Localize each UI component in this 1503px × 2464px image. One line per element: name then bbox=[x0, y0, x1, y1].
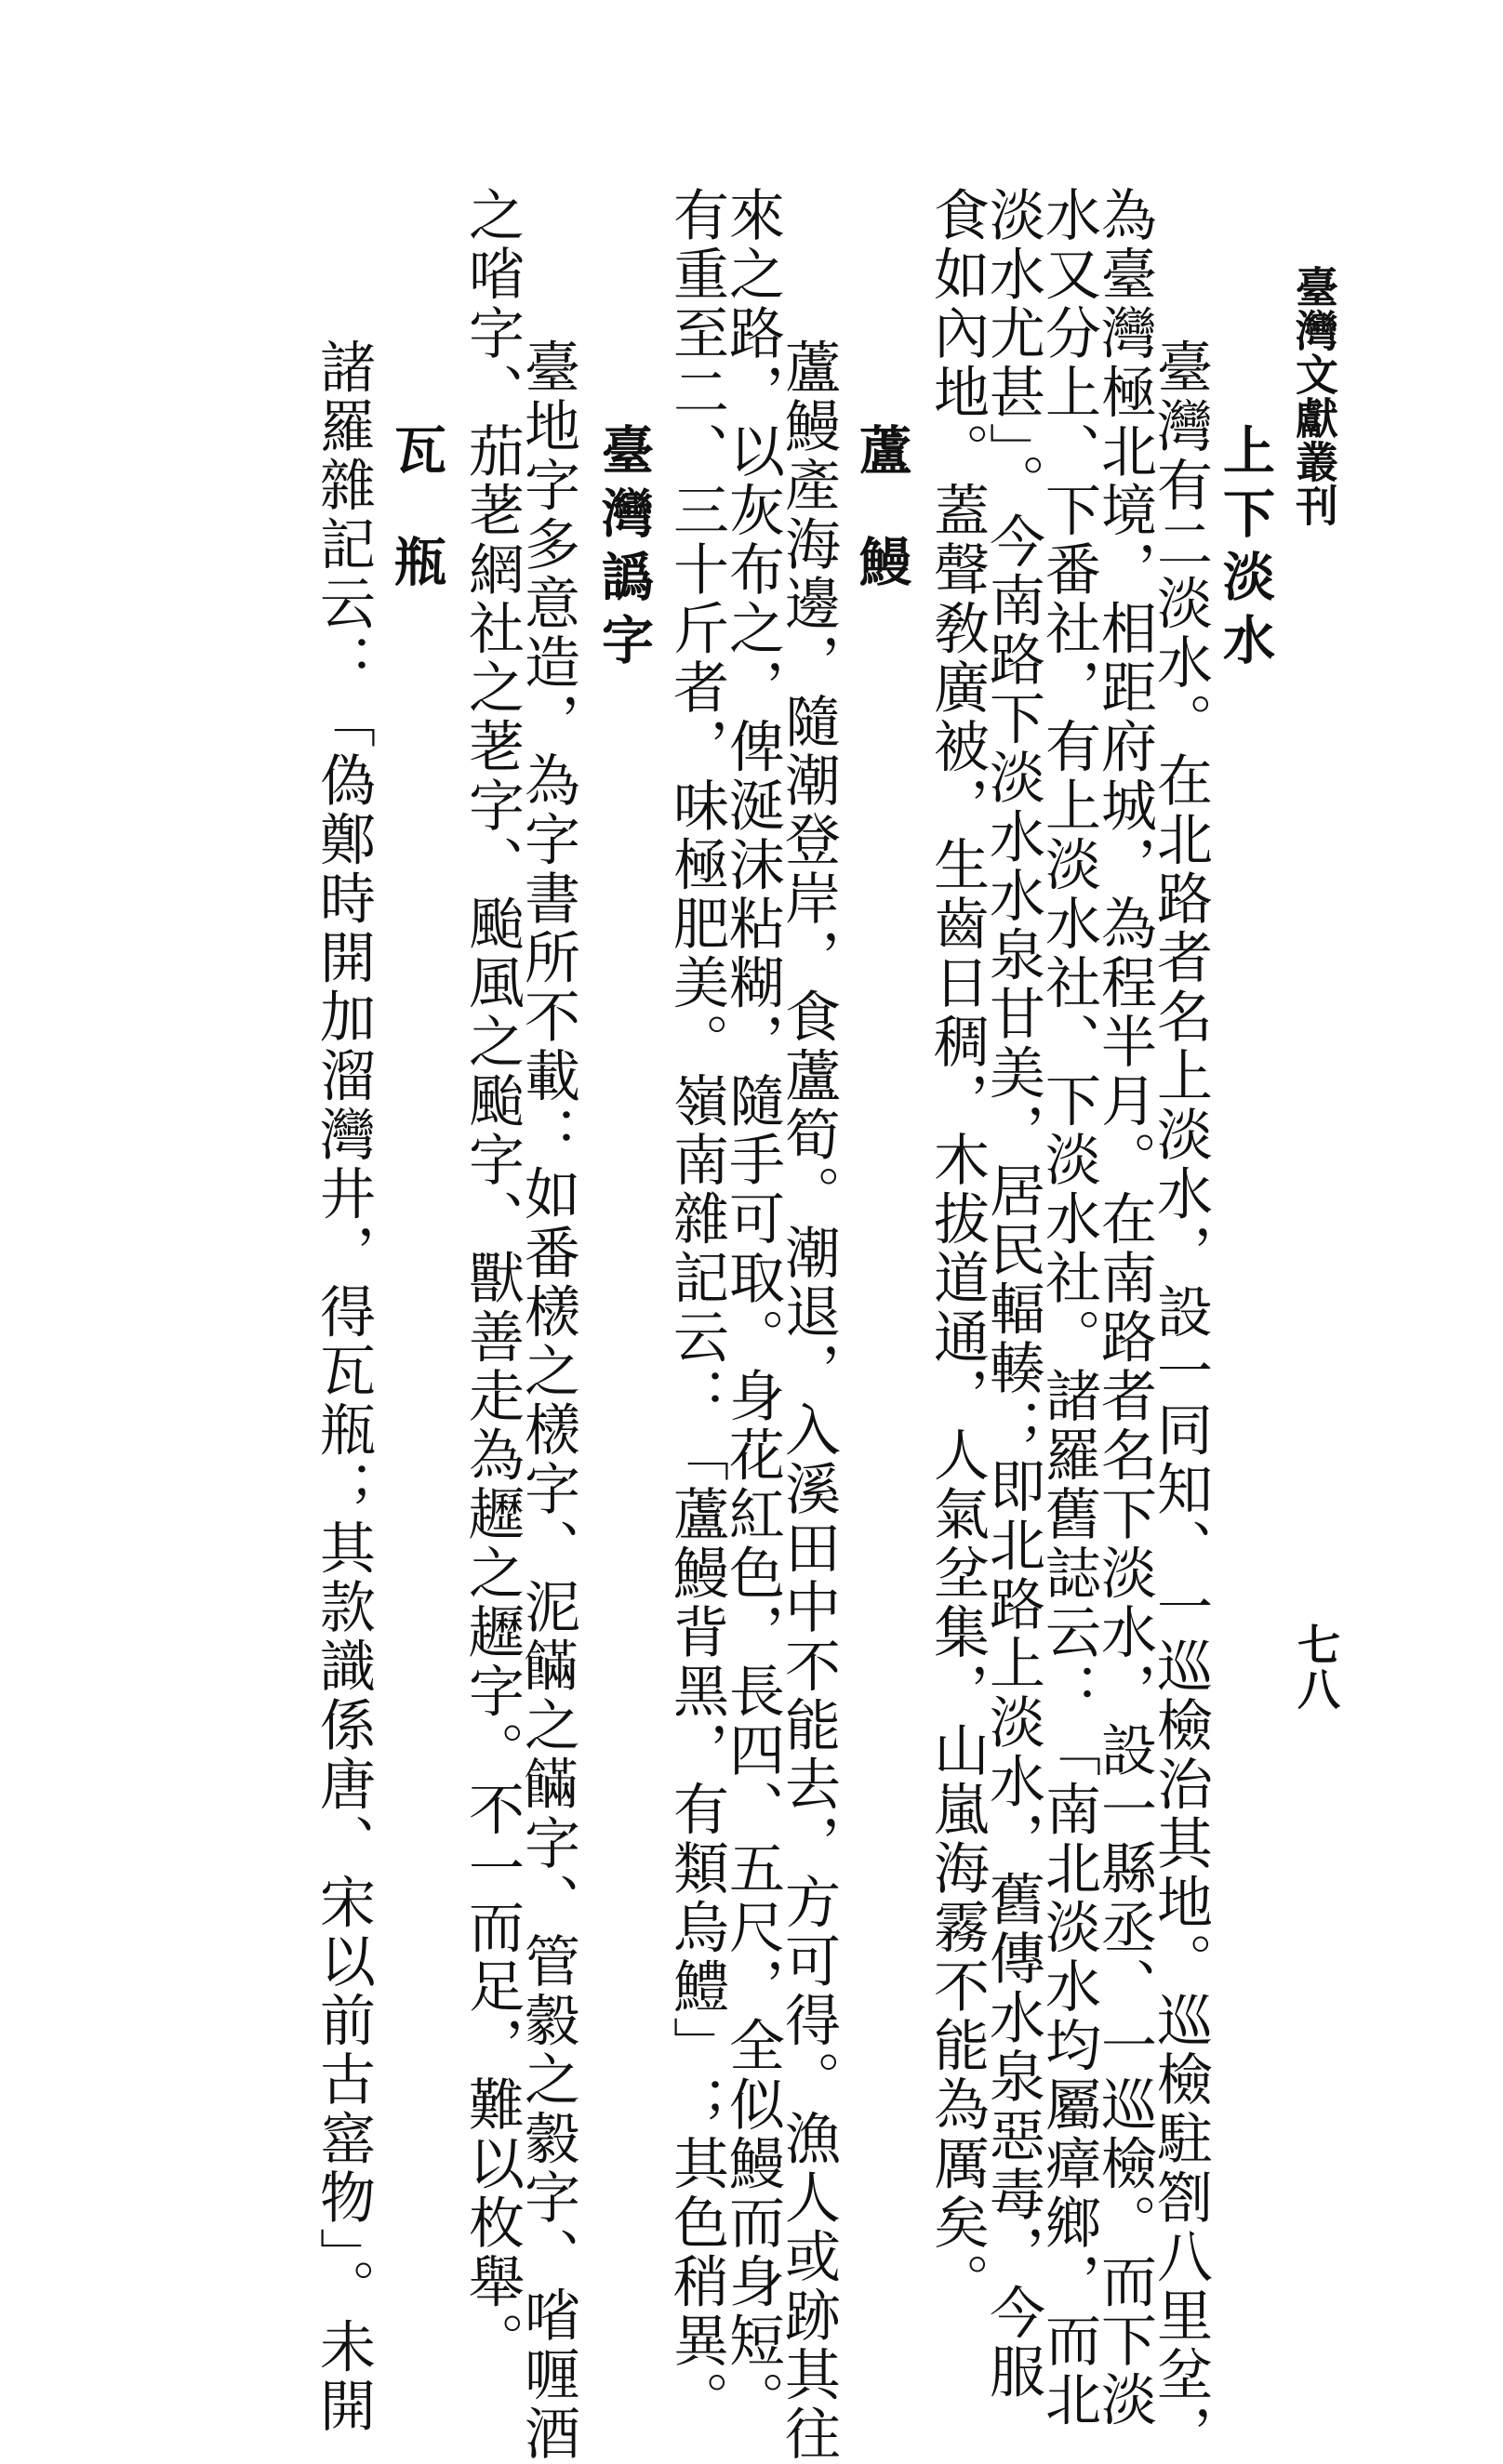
text-column: 諸羅雜記云：「偽鄭時開加溜灣井，得瓦瓶；其款識係唐、宋以前古窰物」。未開 bbox=[311, 279, 376, 2436]
section-heading-reed-eel: 蘆鰻 bbox=[851, 423, 912, 646]
text-column: 水又分上、下番社，有上淡水社、下淡水社。諸羅舊誌云：「南北淡水均屬瘴鄉，而北 bbox=[1036, 186, 1101, 2430]
text-column: 之㗂字、茄荖網社之荖字、颱風之颱字、獸善走為䟐之䟐字。不一而足，難以枚舉。 bbox=[459, 186, 525, 2371]
section-heading-clay-jar: 瓦瓶 bbox=[386, 423, 447, 646]
section-heading-taiwan-variant-characters: 臺灣譌字 bbox=[593, 423, 655, 676]
text-column: 淡水尤甚」。今南路下淡水水泉甘美，居民輻輳；即北路上淡水，舊傳水泉惡毒，今服 bbox=[980, 186, 1045, 2402]
text-column: 臺灣有二淡水。在北路者名上淡水，設一同知、一巡檢治其地。巡檢駐劄八里坌， bbox=[1148, 279, 1213, 2464]
text-column: 臺地字多意造，為字書所不載：如番檨之檨字、泥𩞘之𩞘字、管豰之豰字、㗂喱酒 bbox=[515, 279, 580, 2464]
text-column: 有重至二、三十斤者，味極肥美。嶺南雜記云：「蘆鰻背黑，有類烏鱧」；其色稍異。 bbox=[664, 186, 729, 2430]
page-number: 七八 bbox=[1291, 1623, 1341, 1712]
text-column: 為臺灣極北境，相距府城，為程半月。在南路者名下淡水，設一縣丞、一巡檢。而下淡 bbox=[1092, 186, 1157, 2430]
section-heading-upper-lower-danshui: 上下淡水 bbox=[1215, 423, 1276, 676]
text-column: 來之路，以灰布之，俾涎沫粘糊，隨手可取。身花紅色，長四、五尺，全似鰻而身短。 bbox=[720, 186, 785, 2430]
text-column: 食如內地。蓋聲敎廣被，生齒日稠，木拔道通，人氣坌集，山嵐海霧不能為厲矣。 bbox=[924, 186, 990, 2312]
book-title: 臺灣文獻叢刊 bbox=[1289, 265, 1339, 527]
text-column: 蘆鰻產海邊，隨潮登岸，食蘆筍。潮退，入溪田中不能去，方可得。漁人或跡其往 bbox=[776, 279, 841, 2464]
